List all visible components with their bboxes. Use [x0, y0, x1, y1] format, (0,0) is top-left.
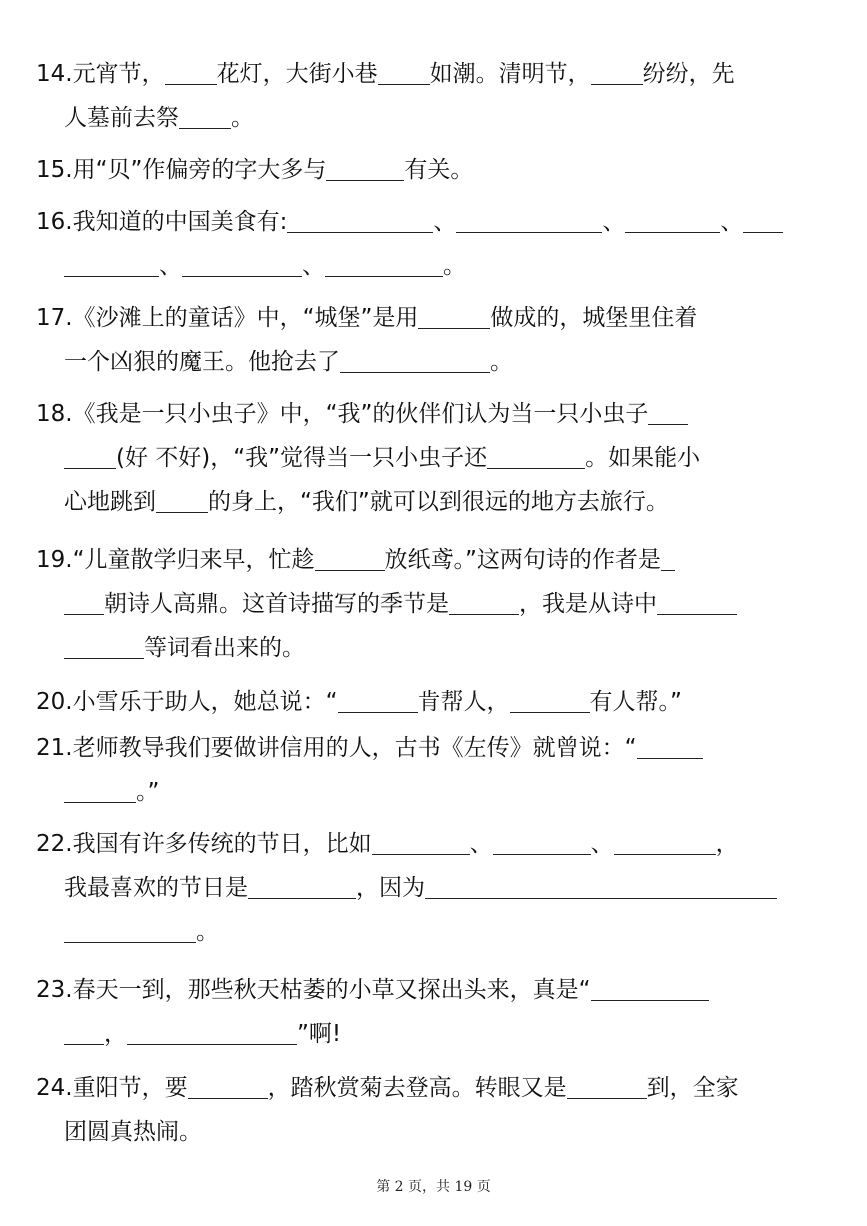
answer-blank[interactable] — [248, 872, 356, 899]
answer-blank[interactable] — [614, 828, 716, 855]
question-text: 14.元宵节， — [36, 61, 165, 87]
question-text: 心地跳到 — [64, 489, 156, 515]
question-line — [36, 910, 826, 954]
question-item — [36, 1066, 826, 1154]
question-line — [36, 296, 826, 340]
answer-blank[interactable] — [743, 206, 783, 233]
question-text: 、 — [433, 209, 457, 235]
question-item — [36, 296, 826, 384]
question-line — [36, 148, 826, 192]
question-text: 。 — [196, 919, 219, 945]
question-text: ”啊! — [297, 1021, 342, 1047]
question-item — [36, 148, 826, 192]
question-line — [36, 968, 826, 1012]
answer-blank[interactable] — [64, 916, 196, 943]
question-text: 、 — [302, 253, 325, 279]
question-line — [36, 96, 826, 140]
question-line — [36, 680, 826, 724]
question-item — [36, 680, 826, 724]
question-text: 24.重阳节，要 — [36, 1075, 188, 1101]
question-text: 做成的，城堡里住着 — [490, 305, 698, 331]
question-text: 23.春天一到，那些秋天枯萎的小草又探出头来，真是“ — [36, 977, 591, 1003]
answer-blank[interactable] — [425, 872, 777, 899]
question-line — [36, 244, 826, 288]
question-line — [36, 1066, 826, 1110]
answer-blank[interactable] — [188, 1072, 268, 1099]
question-text: 。” — [136, 779, 160, 805]
answer-blank[interactable] — [657, 588, 737, 615]
question-text: 、 — [590, 831, 614, 857]
question-text: 。如果能小 — [585, 445, 701, 471]
question-line — [36, 626, 826, 670]
question-line — [36, 392, 826, 436]
question-text: 22.我国有许多传统的节日，比如 — [36, 831, 372, 857]
question-text: 17.《沙滩上的童话》中，“城堡”是用 — [36, 305, 419, 331]
question-item — [36, 822, 826, 954]
question-line — [36, 1012, 826, 1056]
question-text: 。 — [443, 253, 466, 279]
answer-blank[interactable] — [182, 250, 302, 277]
question-line — [36, 480, 826, 524]
question-text: 、 — [602, 209, 626, 235]
question-item — [36, 52, 826, 140]
question-text: 我最喜欢的节日是 — [64, 875, 248, 901]
question-item — [36, 726, 826, 814]
question-text: 人墓前去祭 — [64, 105, 179, 131]
question-line — [36, 538, 826, 582]
question-text: 一个凶狠的魔王。他抢去了 — [64, 349, 340, 375]
answer-blank[interactable] — [165, 58, 217, 85]
answer-blank[interactable] — [372, 828, 470, 855]
answer-blank[interactable] — [487, 442, 585, 469]
question-text: 、 — [720, 209, 744, 235]
answer-blank[interactable] — [315, 544, 385, 571]
question-line — [36, 1110, 826, 1154]
question-text: 、 — [469, 831, 493, 857]
question-text: ，我是从诗中 — [519, 591, 657, 617]
answer-blank[interactable] — [378, 58, 430, 85]
answer-blank[interactable] — [64, 250, 159, 277]
question-text: 21.老师教导我们要做讲信用的人，古书《左传》就曾说：“ — [36, 735, 637, 761]
question-text: 19.“儿童散学归来早，忙趁 — [36, 547, 315, 573]
question-text: ， — [104, 1021, 127, 1047]
answer-blank[interactable] — [64, 632, 144, 659]
question-text: 如潮。清明节， — [429, 61, 591, 87]
question-item — [36, 538, 826, 670]
question-text: 有关。 — [404, 157, 474, 183]
question-text: 花灯，大街小巷 — [216, 61, 378, 87]
question-text: 团圆真热闹。 — [64, 1119, 202, 1145]
question-text: 、 — [159, 253, 182, 279]
answer-blank[interactable] — [591, 974, 709, 1001]
question-text: 朝诗人高鼎。这首诗描写的季节是 — [104, 591, 449, 617]
question-text: 18.《我是一只小虫子》中，“我”的伙伴们认为当一只小虫子 — [36, 401, 649, 427]
page-footer: 第 2 页，共 19 页 — [376, 1179, 491, 1195]
question-text: (好 不好)，“我”觉得当一只小虫子还 — [116, 445, 488, 471]
answer-blank[interactable] — [510, 686, 590, 713]
answer-blank[interactable] — [625, 206, 720, 233]
answer-blank[interactable] — [64, 442, 116, 469]
question-line — [36, 436, 826, 480]
answer-blank[interactable] — [64, 776, 136, 803]
question-text: 的身上，“我们”就可以到很远的地方去旅行。 — [208, 489, 669, 515]
question-text: 20.小雪乐于助人，她总说：“ — [36, 689, 338, 715]
answer-blank[interactable] — [179, 102, 231, 129]
question-text: 15.用“贝”作偏旁的字大多与 — [36, 157, 327, 183]
answer-blank[interactable] — [287, 206, 433, 233]
answer-blank[interactable] — [418, 302, 490, 329]
answer-blank[interactable] — [64, 588, 104, 615]
question-text: 纷纷，先 — [642, 61, 735, 87]
question-line — [36, 770, 826, 814]
answer-blank[interactable] — [325, 250, 443, 277]
question-line — [36, 340, 826, 384]
answer-blank[interactable] — [591, 58, 643, 85]
question-text: 肯帮人， — [417, 689, 510, 715]
question-text: 16.我知道的中国美食有: — [36, 209, 288, 235]
question-text: 有人帮。” — [589, 689, 682, 715]
question-text: 放纸鸢。”这两句诗的作者是 — [384, 547, 661, 573]
question-item — [36, 392, 826, 524]
answer-blank[interactable] — [661, 544, 675, 571]
question-line — [36, 726, 826, 770]
question-text: ，踏秋赏菊去登高。转眼又是 — [267, 1075, 567, 1101]
question-item — [36, 200, 826, 288]
answer-blank[interactable] — [64, 1018, 104, 1045]
question-text: ，因为 — [356, 875, 425, 901]
answer-blank[interactable] — [567, 1072, 647, 1099]
answer-blank[interactable] — [456, 206, 602, 233]
question-line — [36, 200, 826, 244]
answer-blank[interactable] — [340, 346, 490, 373]
question-line — [36, 52, 826, 96]
answer-blank[interactable] — [338, 686, 418, 713]
question-text: ， — [715, 831, 739, 857]
question-text: 到，全家 — [646, 1075, 739, 1101]
question-text: 。 — [231, 105, 254, 131]
answer-blank[interactable] — [493, 828, 591, 855]
question-text: 。 — [490, 349, 513, 375]
question-text: 等词看出来的。 — [144, 635, 305, 661]
answer-blank[interactable] — [127, 1018, 297, 1045]
question-item — [36, 968, 826, 1056]
question-line — [36, 582, 826, 626]
answer-blank[interactable] — [648, 398, 688, 425]
question-line — [36, 822, 826, 866]
answer-blank[interactable] — [326, 154, 404, 181]
answer-blank[interactable] — [637, 732, 703, 759]
answer-blank[interactable] — [449, 588, 519, 615]
question-line — [36, 866, 826, 910]
answer-blank[interactable] — [156, 486, 208, 513]
